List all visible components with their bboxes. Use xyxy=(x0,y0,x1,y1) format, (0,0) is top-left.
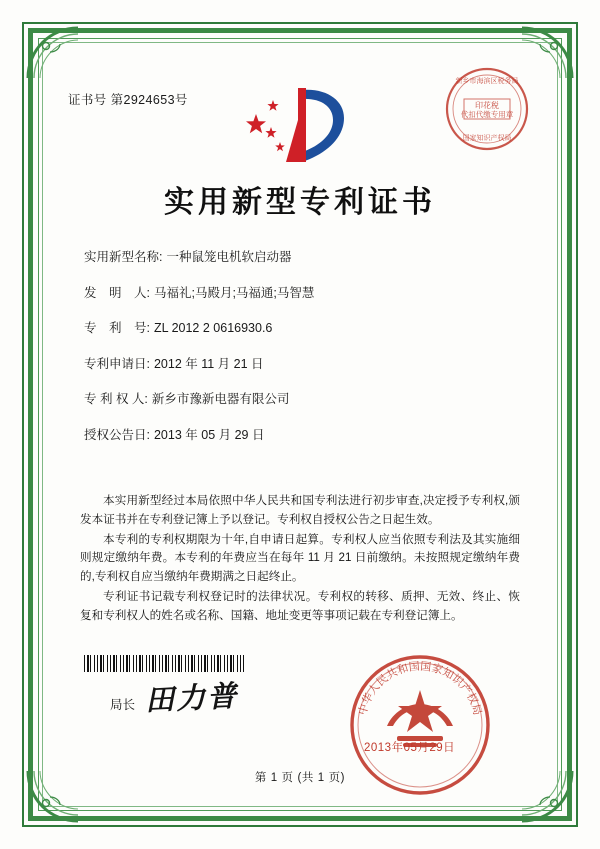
legal-text xyxy=(80,492,520,626)
svg-text:新乡市海滨区税务局: 新乡市海滨区税务局 xyxy=(455,77,519,85)
field-label: 授权公告日: xyxy=(84,427,150,442)
page-footer: 第 1 页 (共 1 页) xyxy=(254,772,346,784)
svg-text:印花税: 印花税 xyxy=(475,101,499,110)
seal-date: 2013年05月29日 xyxy=(364,742,456,754)
certificate-number: 证书号 第2924653号 xyxy=(68,93,188,107)
svg-text:国家知识产权局: 国家知识产权局 xyxy=(462,134,512,142)
field-value: 2012 年 11 月 21 日 xyxy=(153,356,264,371)
field-value: 马福礼;马殿月;马福通;马智慧 xyxy=(153,285,315,300)
field-application-date xyxy=(84,354,514,372)
field-value: 新乡市豫新电器有限公司 xyxy=(151,392,290,406)
field-label: 专利申请日: xyxy=(84,356,150,371)
director-label: 局长 xyxy=(110,698,136,712)
field-grant-announcement-date xyxy=(84,425,514,443)
svg-text:中华人民共和国国家知识产权局: 中华人民共和国国家知识产权局 xyxy=(355,659,485,717)
field-value: 一种鼠笼电机软启动器 xyxy=(166,250,292,264)
director-signature: 田力普 xyxy=(144,678,239,718)
field-patent-number xyxy=(84,318,514,336)
field-inventors xyxy=(84,283,514,301)
sipo-logo-icon xyxy=(240,84,360,168)
legal-paragraph: 本实用新型经过本局依照中华人民共和国专利法进行初步审查,决定授予专利权,颁发本证书并在专利登记簿上予以登记。专利权自授权公告之日起生效。 xyxy=(80,494,520,526)
legal-paragraph: 本专利的专利权期限为十年,自申请日起算。专利权人应当依照专利法及其实施细则规定缴纳年费。本专利的年费应当在每年 11 月 21 日前缴纳。未按照规定缴纳年费的,专利权自应当缴纳年费期满之日起终止。 xyxy=(80,532,520,584)
field-label: 发 明 人: xyxy=(84,285,150,300)
certificate-content xyxy=(42,42,558,807)
barcode xyxy=(84,655,244,672)
svg-text:代扣代缴专用章: 代扣代缴专用章 xyxy=(460,110,514,119)
stamp-seal-icon xyxy=(444,66,530,152)
legal-paragraph: 专利证书记载专利权登记时的法律状况。专利权的转移、质押、无效、终止、恢复和专利权人的姓名或名称、国籍、地址变更等事项记载在专利登记簿上。 xyxy=(80,589,520,622)
field-patentee xyxy=(84,389,514,407)
field-value: ZL 2012 2 0616930.6 xyxy=(153,321,273,335)
field-label: 专 利 号: xyxy=(84,321,150,335)
field-label: 专 利 权 人: xyxy=(84,392,148,406)
field-label: 实用新型名称: xyxy=(84,250,163,264)
field-value: 2013 年 05 月 29 日 xyxy=(153,427,265,442)
field-utility-model-name xyxy=(84,247,514,265)
field-list xyxy=(84,247,514,460)
page-title: 实用新型专利证书 xyxy=(164,185,436,220)
